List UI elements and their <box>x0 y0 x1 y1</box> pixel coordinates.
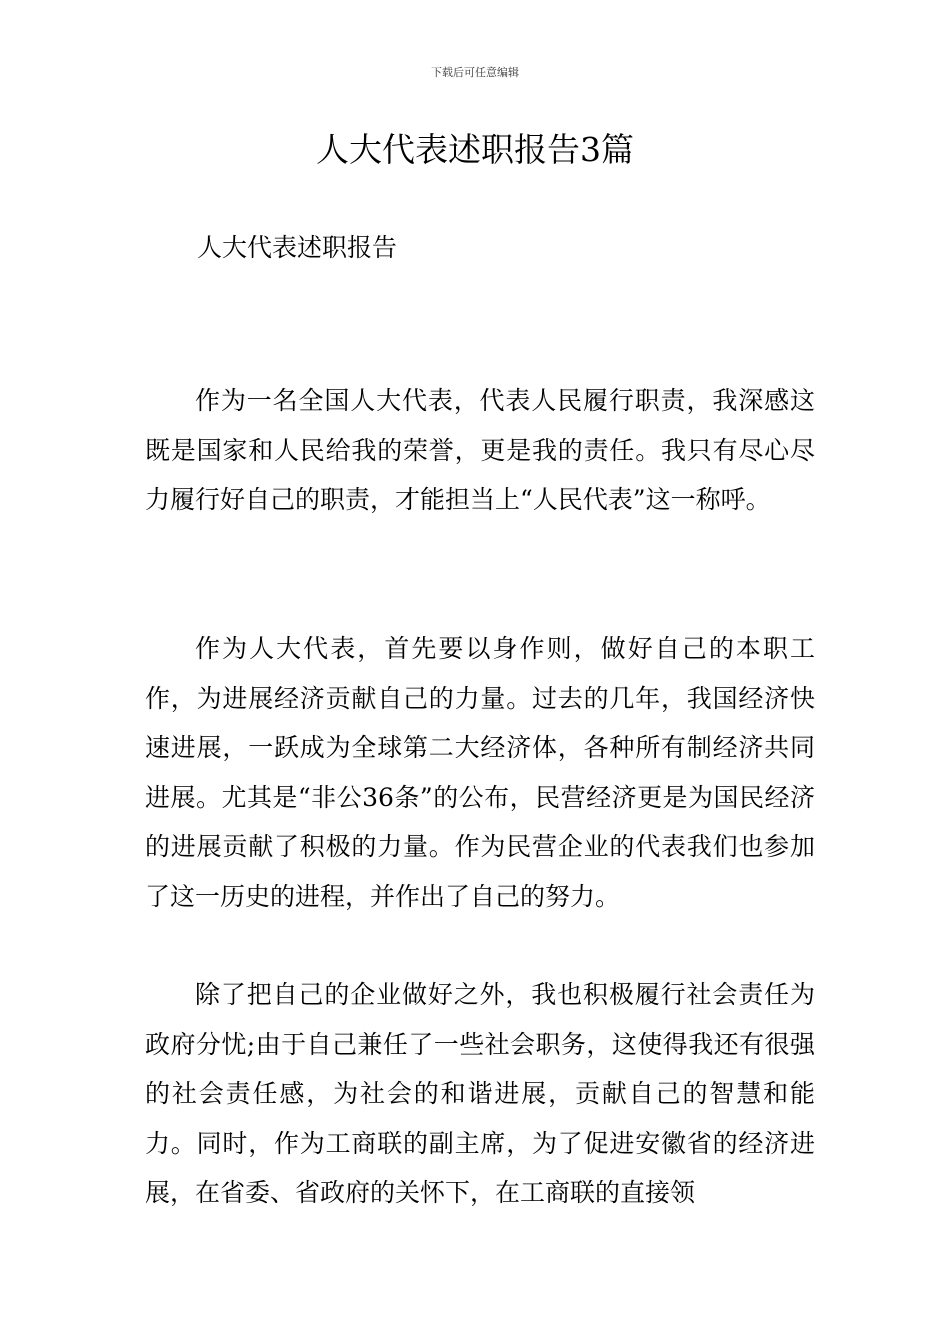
paragraph-3: 除了把自己的企业做好之外，我也积极履行社会责任为政府分忧;由于自己兼任了一些社会职务，这使得我还有很强的社会责任感，为社会的和谐进展，贡献自己的智慧和能力。同时，作为工商联的副主席，为了促进安徽省的经济进展，在省委、省政府的关怀下，在工商联的直接领 <box>145 980 815 1207</box>
paragraph-2: 作为人大代表，首先要以身作则，做好自己的本职工作，为进展经济贡献自己的力量。过去的几年，我国经济快速进展，一跃成为全球第二大经济体，各种所有制经济共同进展。尤其是“非公36条”的公布，民营经济更是为国民经济的进展贡献了积极的力量。作为民营企业的代表我们也参加了这一历史的进程，并作出了自己的努力。 <box>145 634 815 911</box>
section-subtitle: 人大代表述职报告 <box>197 233 398 262</box>
document-title: 人大代表述职报告3篇 <box>316 130 634 169</box>
paragraph-1: 作为一名全国人大代表，代表人民履行职责，我深感这既是国家和人民给我的荣誉，更是我的责任。我只有尽心尽力履行好自己的职责，才能担当上“人民代表”这一称呼。 <box>145 386 815 514</box>
header-note: 下载后可任意编辑 <box>431 66 519 79</box>
